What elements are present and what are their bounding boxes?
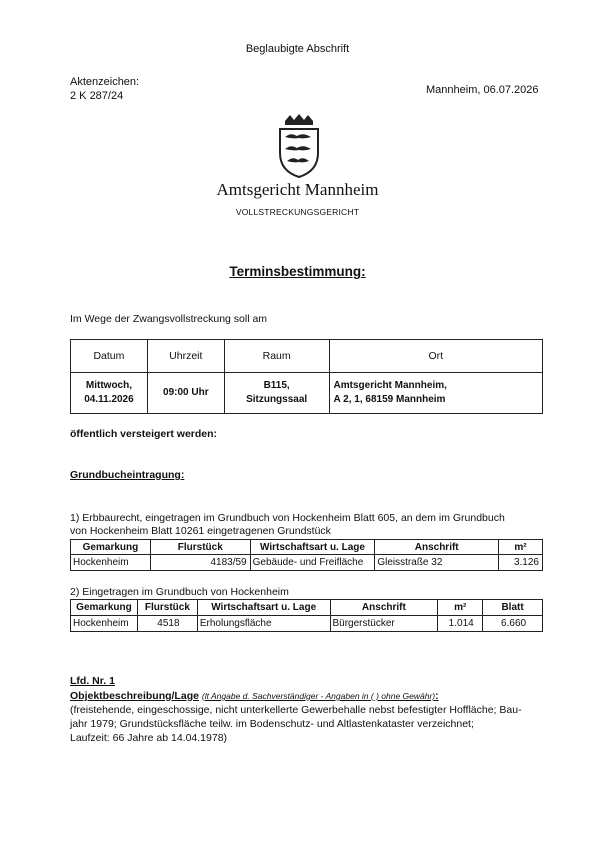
header-datum: Datum <box>71 340 148 373</box>
ort-name: Amtsgericht Mannheim, <box>333 380 447 391</box>
header-blatt: Blatt <box>483 600 543 616</box>
court-department: VOLLSTRECKUNGSGERICHT <box>235 207 360 217</box>
object-description-heading: Objektbeschreibung/Lage <box>70 690 199 702</box>
table-row <box>71 373 543 414</box>
header-wirtschaftsart: Wirtschaftsart u. Lage <box>250 540 375 555</box>
raum-cell <box>224 373 329 414</box>
auction-date-table <box>70 339 543 414</box>
datum-cell <box>71 373 148 414</box>
cell-blatt: 6.660 <box>483 616 543 632</box>
raum-number: B115, <box>263 380 290 391</box>
land-register-heading: Grundbucheintragung: <box>70 469 185 481</box>
case-number: 2 K 287/24 <box>70 90 124 102</box>
header-anschrift: Anschrift <box>330 600 438 616</box>
cell-wirtschaftsart: Gebäude- und Freifläche <box>250 555 375 571</box>
header-area: m² <box>438 600 483 616</box>
cell-flurstueck: 4518 <box>137 616 197 632</box>
raum-name: Sitzungssaal <box>246 394 308 405</box>
item-number: Lfd. Nr. 1 <box>70 675 115 687</box>
table-header-row <box>71 340 543 373</box>
case-number-label: Aktenzeichen: <box>70 76 140 88</box>
header-raum: Raum <box>224 340 329 373</box>
datum-weekday: Mittwoch, <box>85 380 132 391</box>
header-anschrift: Anschrift <box>375 540 499 555</box>
land-register-table-1 <box>70 539 543 571</box>
cell-wirtschaftsart: Erholungsfläche <box>197 616 330 632</box>
object-description-colon: : <box>435 690 439 702</box>
auction-statement: öffentlich versteigert werden: <box>70 428 218 440</box>
table-row <box>71 555 543 571</box>
cell-area: 1.014 <box>438 616 483 632</box>
cell-area: 3.126 <box>499 555 543 571</box>
object-description-heading-line <box>70 689 550 703</box>
header-flurstueck: Flurstück <box>137 600 197 616</box>
document-header-title: Beglaubigte Abschrift <box>245 43 350 55</box>
document-title: Terminsbestimmung: <box>229 264 366 279</box>
object-description-line-3: Laufzeit: 66 Jahre ab 14.04.1978) <box>70 732 228 744</box>
header-uhrzeit: Uhrzeit <box>147 340 224 373</box>
datum-date: 04.11.2026 <box>84 394 134 405</box>
cell-gemarkung: Hockenheim <box>71 616 138 632</box>
intro-text: Im Wege der Zwangsvollstreckung soll am <box>70 313 268 325</box>
cell-flurstueck: 4183/59 <box>150 555 250 571</box>
table-header-row <box>71 540 543 555</box>
entry-1-description <box>70 512 550 538</box>
object-description-note: (lt Angabe d. Sachverständiger - Angaben in ( ) ohne Gewähr) <box>201 691 436 701</box>
ort-cell <box>329 373 542 414</box>
entry-1-line-2: von Hockenheim Blatt 10261 eingetragenen Grundstück <box>70 525 331 537</box>
case-number-block <box>70 75 139 103</box>
place-date: Mannheim, 06.07.2026 <box>426 84 539 96</box>
court-name: Amtsgericht Mannheim <box>216 180 379 199</box>
cell-gemarkung: Hockenheim <box>71 555 151 571</box>
entry-1-line-1: 1) Erbbaurecht, eingetragen im Grundbuch von Hockenheim Blatt 605, an dem im Grundbuch <box>70 512 505 524</box>
table-row <box>71 616 543 632</box>
header-wirtschaftsart: Wirtschaftsart u. Lage <box>197 600 330 616</box>
header-ort: Ort <box>329 340 542 373</box>
cell-anschrift: Gleisstraße 32 <box>375 555 499 571</box>
header-area: m² <box>499 540 543 555</box>
table-header-row <box>71 600 543 616</box>
object-description-line-2: jahr 1979; Grundstücksfläche teilw. im Bodenschutz- und Altlastenkataster verzeichnet; <box>70 718 474 730</box>
entry-2-description: 2) Eingetragen im Grundbuch von Hockenheim <box>70 586 289 598</box>
ort-address: A 2, 1, 68159 Mannheim <box>333 394 446 405</box>
object-description-line-1: (freistehende, eingeschossige, nicht unterkellerte Gewerbehalle nebst befestigter Hoffläche; Bau- <box>70 704 522 716</box>
header-gemarkung: Gemarkung <box>71 540 151 555</box>
baden-wuerttemberg-coat-of-arms-icon <box>276 113 322 179</box>
uhrzeit-cell: 09:00 Uhr <box>147 373 224 414</box>
header-flurstueck: Flurstück <box>150 540 250 555</box>
cell-anschrift: Bürgerstücker <box>330 616 438 632</box>
object-description <box>70 689 550 745</box>
header-gemarkung: Gemarkung <box>71 600 138 616</box>
land-register-table-2 <box>70 599 543 632</box>
